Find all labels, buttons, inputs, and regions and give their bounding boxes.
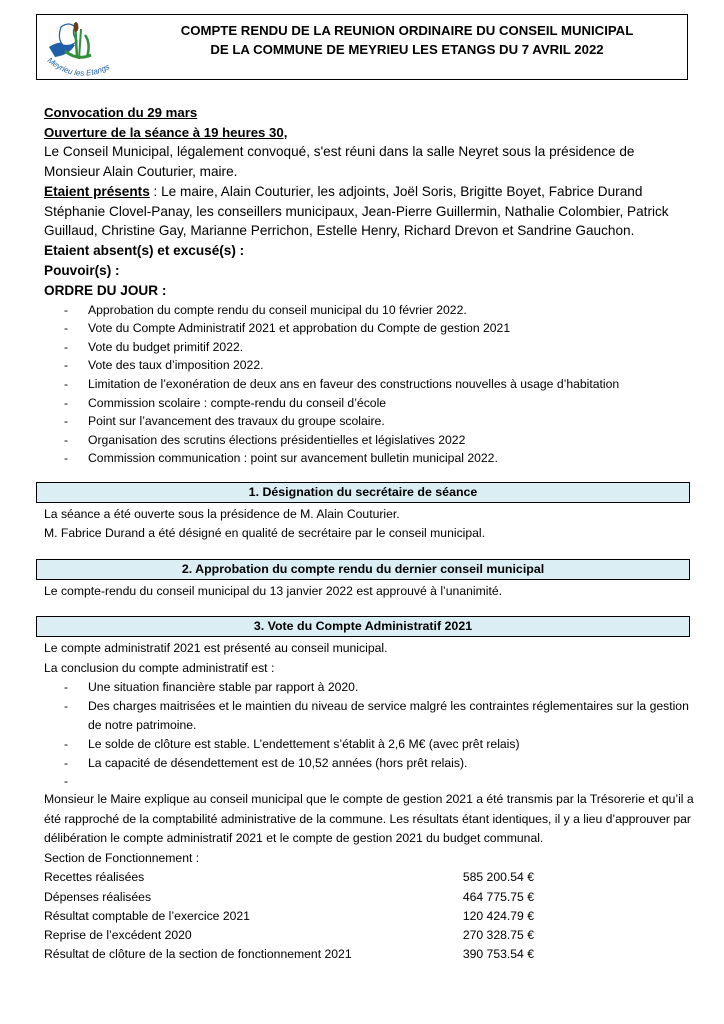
conclusion-item: - Le solde de clôture est stable. L’endettement s’établit à 2,6 M€ (avec prêt relais) — [44, 735, 694, 754]
table-row — [44, 907, 694, 926]
conclusion-list — [44, 678, 694, 790]
row-label: Résultat de clôture de la section de fonctionnement 2021 — [44, 947, 352, 962]
agenda-item: - Vote des taux d’imposition 2022. — [44, 356, 694, 375]
row-label: Reprise de l’excédent 2020 — [44, 928, 192, 942]
section-3-line-2: La conclusion du compte administratif est : — [44, 660, 275, 675]
agenda-item: - Vote du budget primitif 2022. — [44, 338, 694, 357]
title-line-1: COMPTE RENDU DE LA REUNION ORDINAIRE DU CONSEIL MUNICIPAL — [180, 23, 634, 38]
presents-label: Etaient présents — [44, 183, 150, 199]
conclusion-item-empty — [44, 772, 694, 790]
conclusion-item: - Des charges maitrisées et le maintien du niveau de service malgré les contraintes réglementaires sur la gestion de notre patrimoine. — [44, 697, 694, 735]
conclusion-item: - La capacité de désendettement est de 10,52 années (hors prêt relais). — [44, 754, 694, 773]
agenda-item: - Approbation du compte rendu du conseil municipal du 10 février 2022. — [44, 301, 694, 320]
agenda-item: - Commission scolaire : compte-rendu du conseil d’école — [44, 394, 694, 413]
convocation-heading: Convocation du 29 mars — [44, 105, 198, 120]
row-label: Résultat comptable de l’exercice 2021 — [44, 908, 250, 923]
section-1-line-1: La séance a été ouverte sous la présidence de M. Alain Couturier. — [44, 506, 400, 521]
section-1-line-2: M. Fabrice Durand a été désigné en qualité de secrétaire par le conseil municipal. — [44, 526, 486, 541]
fonctionnement-label: Section de Fonctionnement : — [44, 850, 200, 865]
section-2-heading: 2. Approbation du compte rendu du dernier conseil municipal — [36, 559, 690, 580]
section-3-line-1: Le compte administratif 2021 est présenté au conseil municipal. — [44, 641, 388, 656]
row-value: 390 753.54 € — [462, 947, 534, 962]
agenda-item: - Vote du Compte Administratif 2021 et approbation du Compte de gestion 2021 — [44, 319, 694, 338]
conclusion-item: - Une situation financière stable par rapport à 2020. — [44, 678, 694, 697]
table-row — [44, 945, 694, 964]
section-3-paragraph: Monsieur le Maire explique au conseil municipal que le compte de gestion 2021 a été transmis par la Trésorerie et qu’il a été rapproché de la comptabilité administrative de la commune. Les résultats étant identiques, il y a lieu d’approuver par délibération le compte administratif 2021 et le compte de gestion 2021 du budget communal. — [44, 792, 694, 846]
ouverture-heading: Ouverture de la séance à 19 heures 30, — [44, 124, 288, 140]
row-label: Recettes réalisées — [44, 870, 145, 885]
agenda-list — [44, 301, 694, 468]
table-row — [44, 926, 694, 945]
table-row — [44, 868, 694, 887]
pouvoirs-line: Pouvoir(s) : — [44, 262, 120, 278]
fonctionnement-table — [44, 868, 694, 964]
agenda-item: - Organisation des scrutins élections présidentielles et législatives 2022 — [44, 431, 694, 450]
document-body — [44, 103, 694, 964]
absents-line: Etaient absent(s) et excusé(s) : — [44, 243, 245, 259]
row-value: 120 424.79 € — [462, 908, 534, 923]
header-box — [36, 14, 688, 80]
intro-paragraph: Le Conseil Municipal, légalement convoqué, s'est réuni dans la salle Neyret sous la présidence de Monsieur Alain Couturier, maire. — [44, 144, 635, 179]
row-value: 464 775.75 € — [462, 889, 534, 904]
agenda-item: - Commission communication : point sur avancement bulletin municipal 2022. — [44, 449, 694, 468]
ordre-du-jour-heading: ORDRE DU JOUR : — [44, 282, 167, 298]
row-value: 585 200.54 € — [462, 870, 534, 885]
row-value: 270 328.75 € — [462, 928, 534, 942]
title-line-2: DE LA COMMUNE DE MEYRIEU LES ETANGS DU 7 AVRIL 2022 — [210, 41, 604, 57]
table-row — [44, 888, 694, 907]
agenda-item: - Limitation de l’exonération de deux ans en faveur des constructions nouvelles à usage d’habitation — [44, 375, 694, 394]
section-3-heading: 3. Vote du Compte Administratif 2021 — [36, 616, 690, 637]
logo-text: Meyrieu les Etangs — [45, 55, 112, 78]
agenda-item: - Point sur l’avancement des travaux du groupe scolaire. — [44, 412, 694, 431]
presents-paragraph — [44, 182, 694, 241]
section-1-heading: 1. Désignation du secrétaire de séance — [36, 482, 690, 503]
page-title — [129, 22, 685, 59]
row-label: Dépenses réalisées — [44, 889, 152, 904]
section-2-line-1: Le compte-rendu du conseil municipal du 13 janvier 2022 est approuvé à l’unanimité. — [44, 583, 502, 598]
presents-text: : Le maire, Alain Couturier, les adjoints, Joël Soris, Brigitte Boyet, Fabrice Durand Stéphanie Clovel-Panay, les conseillers municipaux, Jean-Pierre Guillermin, Nathalie Colombier, Patrick Guillaud, Christine Gay, Marianne Perrichon, Estelle Henry, Richard Drevon et Sandrine Gauchon. — [44, 183, 669, 239]
village-logo — [41, 17, 125, 97]
